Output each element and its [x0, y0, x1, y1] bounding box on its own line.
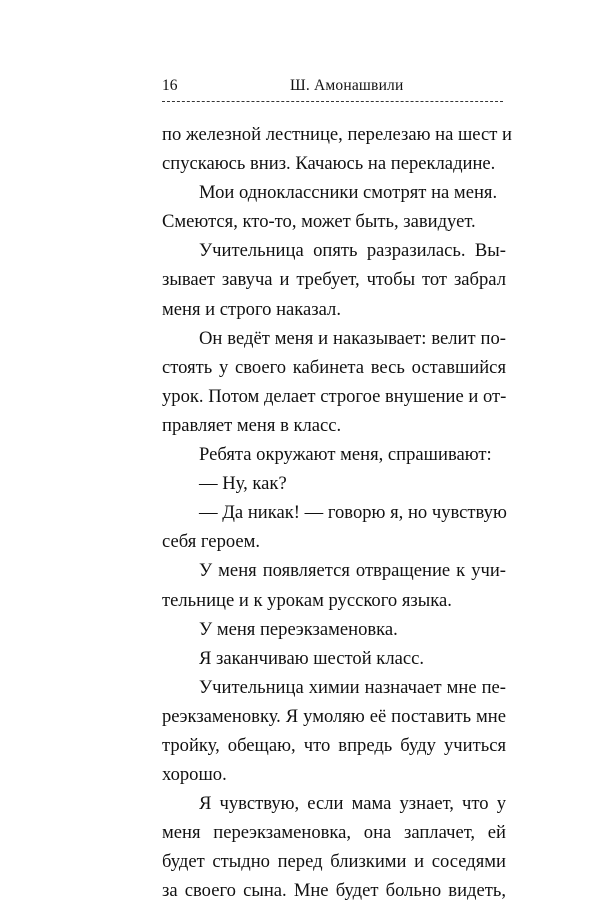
- text-line: за своего сына. Мне будет больно видеть,: [162, 880, 506, 902]
- text-line: урок. Потом делает строгое внушение и от-: [162, 385, 507, 407]
- text-line: себя героем.: [162, 531, 261, 553]
- text-line: Я заканчиваю шестой класс.: [199, 647, 425, 669]
- text-line: тельнице и к урокам русского языка.: [162, 589, 452, 611]
- page-number: 16: [162, 77, 178, 94]
- text-line: тройку, обещаю, что впредь буду учиться: [162, 734, 506, 756]
- text-line: стоять у своего кабинета весь оставшийся: [162, 356, 506, 378]
- text-line: зывает завуча и требует, чтобы тот забрал: [162, 269, 506, 291]
- text-line: меня и строго наказал.: [162, 298, 341, 320]
- text-line: правляет меня в класс.: [162, 414, 342, 436]
- text-line: спускаюсь вниз. Качаюсь на перекладине.: [162, 153, 496, 175]
- text-line: Учительница опять разразилась. Вы-: [199, 240, 506, 262]
- text-line: Он ведёт меня и наказывает: велит по-: [199, 327, 506, 349]
- text-line: Ребята окружают меня, спрашивают:: [199, 444, 492, 466]
- text-line: У меня появляется отвращение к учи-: [199, 560, 506, 582]
- text-line: У меня переэкзаменовка.: [199, 618, 398, 640]
- text-line: Смеются, кто-то, может быть, завидует.: [162, 211, 476, 233]
- text-line: меня переэкзаменовка, она заплачет, ей: [162, 822, 506, 844]
- text-line: Мои одноклассники смотрят на меня.: [199, 182, 498, 204]
- text-line: хорошо.: [162, 764, 227, 786]
- text-line: реэкзаменовку. Я умоляю её поставить мне: [162, 705, 506, 727]
- text-line: Учительница химии назначает мне пе-: [199, 676, 506, 698]
- text-line: Я чувствую, если мама узнает, что у: [199, 793, 506, 815]
- body-text: [162, 120, 512, 906]
- text-line: — Ну, как?: [199, 473, 287, 495]
- running-title: Ш. Амонашвили: [290, 77, 404, 94]
- header-rule: [162, 101, 503, 102]
- text-line: по железной лестнице, перелезаю на шест и: [162, 124, 512, 145]
- text-line: будет стыдно перед близкими и соседями: [162, 851, 506, 873]
- text-line: — Да никак! — говорю я, но чувствую: [199, 502, 507, 524]
